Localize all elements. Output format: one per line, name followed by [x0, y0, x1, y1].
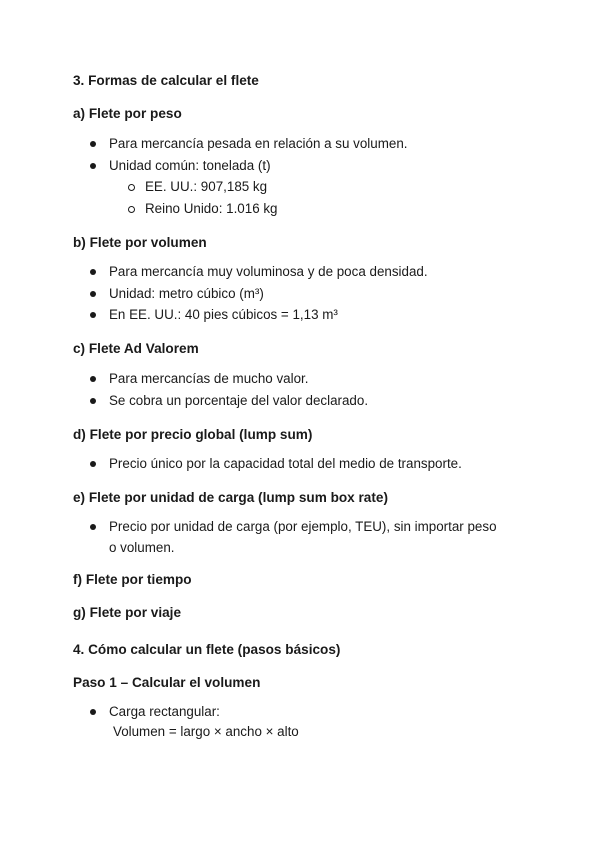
- heading-flete-precio-global: d) Flete por precio global (lump sum): [73, 427, 313, 442]
- bullet-dot-icon: [90, 376, 96, 382]
- bullet-dot-icon: [90, 141, 96, 147]
- bullet-dot-icon: [90, 524, 96, 530]
- bullet-dot-icon: [90, 163, 96, 169]
- bullet-dot-icon: [90, 398, 96, 404]
- heading-paso-1: Paso 1 – Calcular el volumen: [73, 675, 261, 690]
- bullet-dot-icon: [90, 312, 96, 318]
- section-3-title: 3. Formas de calcular el flete: [73, 73, 259, 88]
- heading-flete-por-viaje: g) Flete por viaje: [73, 605, 182, 620]
- bullet-dot-icon: [90, 291, 96, 297]
- heading-flete-ad-valorem: c) Flete Ad Valorem: [73, 341, 199, 356]
- heading-flete-unidad-carga: e) Flete por unidad de carga (lump sum box rate): [73, 490, 388, 505]
- section-4-title: 4. Cómo calcular un flete (pasos básicos): [73, 642, 341, 657]
- heading-flete-por-volumen: b) Flete por volumen: [73, 235, 207, 250]
- bullet-dot-icon: [90, 461, 96, 467]
- bullet-circle-icon: [128, 184, 135, 191]
- heading-flete-por-peso: a) Flete por peso: [73, 106, 182, 121]
- bullet-circle-icon: [128, 206, 135, 213]
- heading-flete-por-tiempo: f) Flete por tiempo: [73, 572, 192, 587]
- bullet-dot-icon: [90, 269, 96, 275]
- bullet-dot-icon: [90, 709, 96, 715]
- document-page: 3. Formas de calcular el flete a) Flete por peso Para mercancía pesada en relación a su volumen. Unidad común: tonelada (t) EE. UU.: 907,185 kg Reino Unido: 1.016 kg b) Flete por volumen Para mercancía muy voluminosa y de poca densidad. Unidad: metro cúbico (m³) En EE. UU.: 40 pies cúbicos = 1,13 m³ c) Flete Ad Valorem Para mercancías de mucho valor. Se cobra un porcentaje del valor declarado. d) Flete por precio global (lump sum) Precio único por la capacidad total del medio de transporte. e) Flete por unidad de carga (lump sum box rate) Precio por unidad de carga (por ejemplo, TEU), sin importar peso o volumen. f) Flete por tiempo g) Flete por viaje 4. Cómo calcular un flete (pasos básicos) Paso 1 – Calcular el volumen Carga rectangular: Volumen = largo × ancho × alto: [73, 73, 497, 739]
